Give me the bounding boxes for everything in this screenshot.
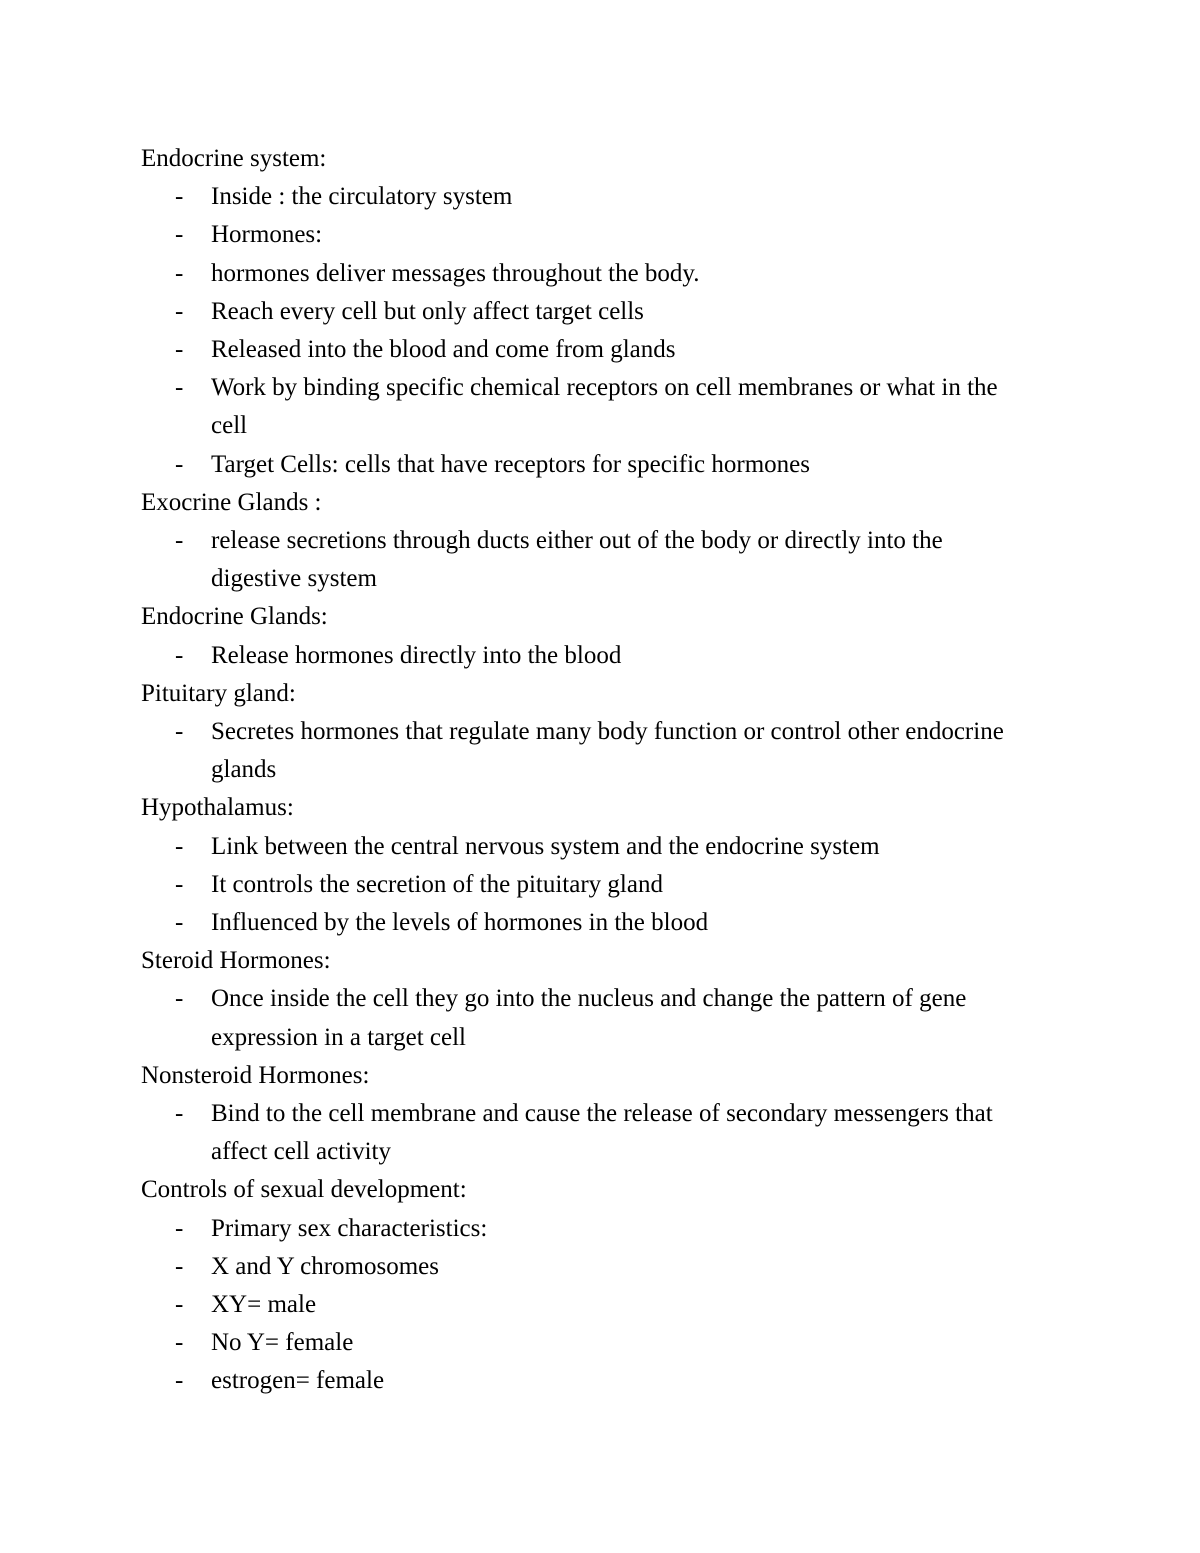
list-item-text: X and Y chromosomes [211, 1252, 439, 1280]
bullet-marker: - [175, 832, 184, 860]
bullet-marker: - [175, 336, 184, 363]
bullet-marker: - [175, 641, 184, 669]
bullet-marker: - [175, 221, 184, 249]
list-item [141, 1248, 1061, 1286]
bullet-marker: - [175, 297, 184, 325]
list-item-text: XY= male [211, 1290, 317, 1318]
list-item [141, 980, 1061, 1056]
list-item [141, 866, 1061, 904]
section-pituitary-gland [141, 675, 1061, 790]
bullet-marker: - [175, 717, 184, 745]
list-item-text: Once inside the cell they go into the nucleus and change the pattern of gene expression in a target cell [211, 985, 967, 1051]
bullet-marker: - [175, 870, 184, 898]
list-item-text: Release hormones directly into the blood [211, 641, 622, 669]
list-item [141, 255, 1061, 293]
section-controls-of-sexual-development [141, 1171, 1061, 1400]
list-item-text: release secretions through ducts either out of the body or directly into the digestive system [211, 527, 943, 593]
bullet-marker: - [175, 985, 184, 1013]
list-item [141, 293, 1061, 331]
list-item [141, 1324, 1061, 1362]
section-endocrine-glands [141, 598, 1061, 674]
list-item-text: Influenced by the levels of hormones in the blood [211, 908, 709, 936]
list-item [141, 216, 1061, 254]
bullet-marker: - [175, 1367, 184, 1395]
list-item [141, 1095, 1061, 1171]
list-item-text: Work by binding specific chemical receptors on cell membranes or what in the cell [211, 374, 998, 440]
list-item [141, 522, 1061, 598]
bullet-marker: - [175, 1099, 184, 1127]
list-item [141, 446, 1061, 484]
list-item-text: Bind to the cell membrane and cause the release of secondary messengers that affect cell activity [211, 1099, 993, 1166]
list-item-text: Released into the blood and come from glands [211, 336, 676, 363]
list-item-text: Target Cells: cells that have receptors for specific hormones [211, 450, 810, 478]
section-heading: Nonsteroid Hormones: [141, 1061, 370, 1089]
bullet-marker: - [175, 374, 184, 402]
list-item [141, 1210, 1061, 1248]
section-heading: Endocrine Glands: [141, 603, 328, 631]
section-hypothalamus [141, 789, 1061, 942]
bullet-marker: - [175, 908, 184, 936]
list-item [141, 637, 1061, 675]
section-endocrine-system [141, 140, 1061, 484]
section-heading: Controls of sexual development: [141, 1176, 467, 1204]
bullet-marker: - [175, 527, 184, 554]
list-item-text: It controls the secretion of the pituitary gland [211, 870, 663, 898]
list-item-text: Link between the central nervous system and the endocrine system [211, 832, 880, 860]
list-item [141, 828, 1061, 866]
section-steroid-hormones [141, 942, 1061, 1057]
list-item-text: Primary sex characteristics: [211, 1214, 488, 1242]
section-nonsteroid-hormones [141, 1057, 1061, 1172]
list-item-text: Inside : the circulatory system [211, 183, 513, 211]
bullet-marker: - [175, 1290, 184, 1318]
bullet-marker: - [175, 1214, 184, 1242]
list-item [141, 904, 1061, 942]
section-heading: Exocrine Glands : [141, 488, 322, 516]
list-item [141, 369, 1061, 445]
section-heading: Steroid Hormones: [141, 947, 331, 975]
list-item [141, 713, 1061, 789]
section-heading: Hypothalamus: [141, 794, 294, 822]
list-item-text: Secretes hormones that regulate many body function or control other endocrine glands [211, 717, 1004, 784]
list-item [141, 1362, 1061, 1400]
list-item-text: estrogen= female [211, 1367, 385, 1395]
section-heading: Endocrine system: [141, 145, 327, 172]
bullet-marker: - [175, 450, 184, 478]
list-item-text: No Y= female [211, 1329, 354, 1357]
bullet-marker: - [175, 1252, 184, 1280]
bullet-marker: - [175, 1329, 184, 1357]
section-heading: Pituitary gland: [141, 679, 296, 707]
section-exocrine-glands [141, 484, 1061, 599]
list-item [141, 1286, 1061, 1324]
bullet-marker: - [175, 259, 184, 287]
list-item-text: Reach every cell but only affect target cells [211, 297, 644, 325]
list-item [141, 331, 1061, 369]
list-item-text: hormones deliver messages throughout the body. [211, 259, 700, 287]
bullet-marker: - [175, 183, 184, 211]
list-item-text: Hormones: [211, 221, 323, 249]
list-item [141, 178, 1061, 216]
document-page [141, 140, 1061, 1401]
